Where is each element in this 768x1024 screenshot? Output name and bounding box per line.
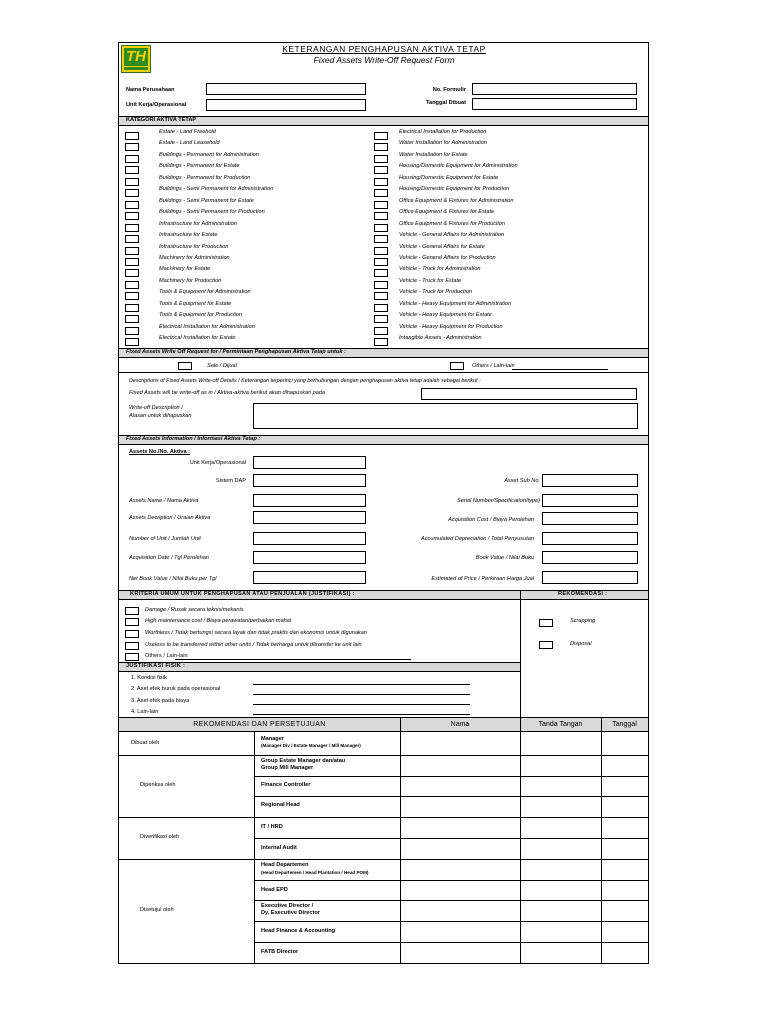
disposal-label: Disposal [570,641,592,647]
kategori-item-right-15: Vehicle - Heavy Equipment for Administration [399,300,512,307]
writeoff-date-input[interactable] [421,388,637,400]
kategori-item-right-2: Water Installation for Estate [399,151,468,158]
unit-kerja-input[interactable] [206,99,366,111]
kategori-checkbox-right-6[interactable] [374,201,388,209]
kategori-checkbox-left-3[interactable] [125,166,139,174]
writeoff-desc-label-2: Alasan untuk dihapuskan [129,413,192,419]
sistem-dap-input[interactable] [253,474,366,487]
no-formulir-input[interactable] [472,83,637,95]
acquisition-date-input[interactable] [253,551,366,564]
kategori-checkbox-left-17[interactable] [125,327,139,335]
kategori-checkbox-left-9[interactable] [125,235,139,243]
kategori-item-left-4: Buildings - Permanent for Production [159,174,251,181]
kategori-header-bar [119,116,648,126]
kriteria-item-maintenance: High maintenance cost / Biaya perawatan/perbaikan mahal [145,618,292,624]
kategori-checkbox-right-17[interactable] [374,327,388,335]
finance-controller-label: Finance Controller [261,782,311,788]
kategori-checkbox-left-16[interactable] [125,315,139,323]
kategori-checkbox-right-1[interactable] [374,143,388,151]
estimated-price-label: Estimated of Price / Perkiraan Harga Jual [431,576,534,582]
kategori-item-right-10: Vehicle - General Affairs for Estate [399,243,485,250]
kriteria-others-line[interactable] [175,659,411,660]
accumulated-depreciation-label: Accumulated Depreciation / Total Penyusutan [421,536,534,542]
kategori-item-left-9: Infrastructure for Estate [159,232,218,239]
kategori-checkbox-left-11[interactable] [125,258,139,266]
fatb-director-label: FATB Director [261,949,299,955]
number-of-unit-input[interactable] [253,532,366,545]
asset-sub-no-label: Asset Sub No. [504,478,540,484]
kategori-checkbox-right-7[interactable] [374,212,388,220]
justifikasi-item-2: 2. Aset efek buruk pada operasional [131,686,221,692]
kategori-item-left-15: Tools & Equipment for Estate [159,300,232,307]
manager-label: Manager [261,736,285,742]
diperiksa-oleh-label: Diperiksa oleh [140,782,176,788]
descriptions-text: Descriptions of Fixed Assets Write-off Details / Keterangan terperinci yang berhubungan dengan penghapusan aktiva tetap adalah sebagai berikut : [129,378,481,384]
kategori-title: KATEGORI AKTIVA TETAP [126,117,197,123]
kategori-item-left-10: Infrastructure for Production [159,243,229,250]
justifikasi-line-1[interactable] [253,684,470,685]
kategori-item-left-5: Buildings - Semi Permanent for Administration [159,186,274,193]
assets-description-input[interactable] [253,511,366,524]
nama-perusahaan-input[interactable] [206,83,366,95]
kategori-checkbox-right-12[interactable] [374,269,388,277]
kategori-item-left-7: Buildings - Semi Permanent for Production [159,209,265,216]
tanggal-dibuat-input[interactable] [472,98,637,110]
kriteria-checkbox-worthless[interactable] [125,630,139,638]
justifikasi-line-4[interactable] [253,714,470,715]
exec-director-label-1: Executive Director / [261,903,314,909]
kategori-item-right-3: Housing/Domestic Equipment for Administration [399,163,518,170]
kategori-item-right-0: Electrical Installation for Production [399,129,487,135]
exec-director-label-2: Dy. Executive Director [261,910,320,916]
sale-label: Sale / Dijual [207,363,237,369]
kategori-item-right-4: Housing/Domestic Equipment for Estate [399,174,499,181]
kategori-item-right-18: Intangible Assets - Administration [399,335,482,342]
kriteria-item-damage: Damage / Rusak secara teknis/mekanis [145,607,244,613]
logo-text: TH [126,48,146,65]
kategori-checkbox-right-15[interactable] [374,304,388,312]
scrapping-label: Scrapping [570,618,596,624]
label-tanggal-dibuat: Tanggal Dibuat [426,100,466,106]
approval-header-rekomendasi: REKOMENDASI DAN PERSETUJUAN [193,721,326,728]
kategori-item-left-12: Machinery for Estate [159,266,211,273]
kategori-checkbox-left-13[interactable] [125,281,139,289]
kategori-checkbox-left-1[interactable] [125,143,139,151]
kategori-checkbox-right-16[interactable] [374,315,388,323]
kriteria-checkbox-damage[interactable] [125,607,139,615]
kategori-item-right-9: Vehicle - General Affairs for Administration [399,232,505,239]
approval-header-tanda-tangan: Tanda Tangan [538,721,583,728]
kategori-checkbox-left-15[interactable] [125,304,139,312]
kriteria-checkbox-useless[interactable] [125,642,139,650]
form-subtitle: Fixed Assets Write-Off Request Form [313,55,455,65]
kategori-item-left-17: Electrical Installation for Administration [159,323,255,330]
manager-sub-label: (Manager Div / Estate Manager / Mill Manager) [261,743,361,748]
acquisition-date-label: Acquisition Date / Tgl Perolehan [129,555,209,561]
approval-header-tanggal: Tanggal [612,721,637,728]
book-value-label: Book Value / Nilai Buku [475,555,534,561]
kategori-checkbox-left-5[interactable] [125,189,139,197]
serial-number-input[interactable] [542,494,638,507]
internal-audit-label: Internal Audit [261,845,297,851]
justifikasi-item-1: 1. Kondisi fisik [131,675,167,681]
disetujui-oleh-label: Disetujui oleh [140,907,174,913]
kategori-checkbox-right-10[interactable] [374,247,388,255]
label-no-formulir: No. Formulir [432,87,466,93]
kategori-checkbox-right-18[interactable] [374,338,388,346]
kategori-item-right-5: Housing/Domestic Equipment for Production [399,186,510,193]
kategori-checkbox-left-7[interactable] [125,212,139,220]
group-estate-label-1: Group Estate Manager dan/atau [261,758,346,764]
kategori-item-right-16: Vehicle - Heavy Equipment for Estate [399,312,492,319]
kategori-item-left-0: Estate - Land Freehold [159,129,216,135]
fixed-assets-will-text: Fixed Assets will be write-off as in / Aktiva-aktiva berikut akan dihapuskan pada [129,390,326,396]
unit-kerja-info-input[interactable] [253,456,366,469]
others-checkbox[interactable] [450,362,464,370]
approval-header-nama: Nama [450,721,470,728]
kategori-checkbox-left-4[interactable] [125,178,139,186]
kategori-checkbox-left-12[interactable] [125,269,139,277]
kategori-checkbox-left-10[interactable] [125,247,139,255]
net-book-value-input[interactable] [253,571,366,584]
sale-checkbox[interactable] [178,362,192,370]
number-of-unit-label: Number of Unit / Jumlah Unit [129,536,201,542]
estimated-price-input[interactable] [542,571,638,584]
sistem-dap-label: Sistem DAP [215,478,246,484]
kategori-checkbox-right-4[interactable] [374,178,388,186]
unit-kerja-info-label: Unit Kerja/Operasional [189,460,246,466]
info-title: Fixed Assets Information / Informasi Aktiva Tetap : [126,436,261,442]
book-value-input[interactable] [542,551,638,564]
kategori-checkbox-right-14[interactable] [374,292,388,300]
kategori-checkbox-left-2[interactable] [125,155,139,163]
kategori-item-right-11: Vehicle - General Affairs for Production [399,254,496,261]
form-title: KETERANGAN PENGHAPUSAN AKTIVA TETAP [282,44,486,54]
head-departemen-sub-label: (Head Departemen / Head Plantation / Head POM) [261,870,369,875]
kategori-item-left-18: Electrical Installation for Estate [159,335,236,342]
kategori-item-right-7: Office Equipment & Fixtures for Estate [399,209,495,216]
justifikasi-line-3[interactable] [253,704,470,705]
kategori-checkbox-left-6[interactable] [125,201,139,209]
kategori-item-left-2: Buildings - Permanent for Administration [159,151,259,158]
kategori-checkbox-right-8[interactable] [374,224,388,232]
kategori-item-right-13: Vehicle - Truck for Estate [399,277,462,284]
assets-name-label: Assets Name / Nama Aktiva [129,498,199,504]
justifikasi-item-4: 4. Lain-lain [131,709,159,715]
kategori-item-right-14: Vehicle - Truck for Production [399,289,473,296]
others-line[interactable] [512,369,608,370]
kategori-item-right-6: Office Equipment & Fixtures for Administration [399,197,514,204]
kategori-item-left-6: Buildings - Semi Permanent for Estate [159,197,254,204]
kategori-item-left-16: Tools & Equipment for Production [159,312,243,319]
justifikasi-item-3: 3. Aset efek pada biaya [131,698,190,704]
kategori-item-left-14: Tools & Equipment for Administration [159,289,251,296]
kategori-item-right-1: Water Installation for Administration [399,140,487,147]
kategori-item-left-3: Buildings - Permanent for Estate [159,163,240,170]
kategori-item-left-11: Machinery for Administration [159,254,230,261]
kategori-checkbox-right-0[interactable] [374,132,388,140]
assets-description-label: Assets Decription / Uraian Aktiva [129,515,211,521]
net-book-value-label: Net Book Value / Nilai Buku per Tgl [129,576,217,582]
kategori-item-left-13: Machinery for Production [159,277,222,284]
diverifikasi-oleh-label: Diverifikasi oleh [140,834,180,840]
scrapping-checkbox[interactable] [539,619,553,627]
dibuat-oleh-label: Dibuat oleh [131,740,160,746]
writeoff-desc-label-1: Write-off Description / [129,405,183,411]
head-epd-label: Head EPD [261,887,288,893]
writeoff-description-input[interactable] [253,403,638,429]
kriteria-title: KRITERIA UMUM UNTUK PENGHAPUSAN ATAU PENJUALAN (JUSTIFIKASI) : [130,591,355,597]
kategori-item-left-8: Infrastructure for Administration [159,220,237,227]
disposal-checkbox[interactable] [539,641,553,649]
kategori-item-right-12: Vehicle - Truck for Administration [399,266,481,273]
acquisition-cost-input[interactable] [542,512,638,525]
kategori-checkbox-left-14[interactable] [125,292,139,300]
kriteria-checkbox-others[interactable] [125,653,139,661]
acquisition-cost-label: Acquisition Cost / Biaya Perolehan [448,517,534,523]
head-departemen-label: Head Departemen [261,862,309,868]
regional-head-label: Regional Head [261,802,300,808]
assets-no-label: Assets No./No. Aktiva : [129,449,191,455]
head-finance-label: Head Finance & Accounting [261,928,336,934]
kategori-checkbox-right-5[interactable] [374,189,388,197]
kategori-checkbox-left-18[interactable] [125,338,139,346]
kategori-item-left-1: Estate - Land Leasehold [159,140,220,147]
rekomendasi-title: REKOMENDASI : [558,591,608,597]
kategori-checkbox-right-3[interactable] [374,166,388,174]
kriteria-item-others: Others / Lain-lain [145,653,188,659]
justifikasi-title: JUSTIFIKASI FISIK : [126,663,186,669]
kategori-checkbox-left-0[interactable] [125,132,139,140]
accumulated-depreciation-input[interactable] [542,532,638,545]
label-nama-perusahaan: Nama Perusahaan [126,87,175,93]
kategori-checkbox-right-9[interactable] [374,235,388,243]
kriteria-item-worthless: Worthless / Tidak bertungsi secara layak dan tidak praktis dan ekonomis untuk digunakan [145,630,367,636]
kategori-checkbox-right-11[interactable] [374,258,388,266]
kategori-checkbox-left-8[interactable] [125,224,139,232]
kategori-checkbox-right-2[interactable] [374,155,388,163]
assets-name-input[interactable] [253,494,366,507]
kategori-item-right-8: Office Equipment & Fixtures for Production [399,220,506,227]
asset-sub-no-input[interactable] [542,474,638,487]
kriteria-item-useless: Useless to be transferred within other units / Tidak berharga untuk ditransfer ke unit lain [145,642,362,648]
label-unit-kerja: Unit Kerja/Operasional [126,102,187,108]
kriteria-checkbox-maintenance[interactable] [125,618,139,626]
serial-number-label: Serial Number/Specification/type) [456,498,540,504]
group-estate-label-2: Group Mill Manager [261,765,314,771]
request-title: Fixed Assets Write Off Request for / Permintaan Penghapusan Aktiva Tetap untuk : [126,349,346,355]
it-hrd-label: IT / HRD [261,824,283,830]
justifikasi-line-2[interactable] [253,694,470,695]
kategori-item-right-17: Vehicle - Heavy Equipment for Production [399,323,503,330]
others-label: Others / Lain-lain [472,363,515,369]
kategori-checkbox-right-13[interactable] [374,281,388,289]
